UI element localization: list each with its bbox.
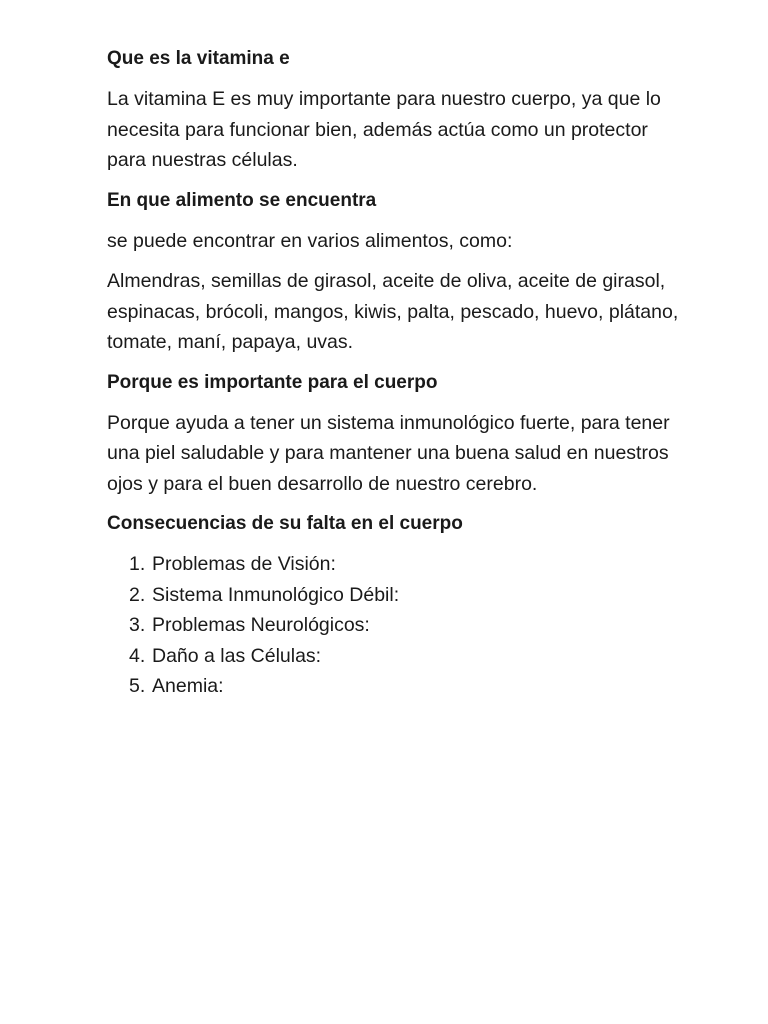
- section-heading: Consecuencias de su falta en el cuerpo: [107, 513, 463, 534]
- section-paragraph: Porque ayuda a tener un sistema inmunológico fuerte, para tener una piel saludable y para mantener una buena salud en nuestros ojos y para el buen desarrollo de nuestro cerebro.: [107, 411, 670, 495]
- list-item-text: Sistema Inmunológico Débil:: [152, 583, 400, 606]
- list-item: [129, 641, 687, 672]
- list-item-text: Anemia:: [152, 675, 224, 697]
- list-item: [129, 610, 687, 641]
- list-item-number: 1.: [129, 553, 146, 575]
- document-page: [107, 44, 687, 702]
- list-item-text: Problemas Neurológicos:: [152, 614, 370, 636]
- list-item-number: 2.: [129, 583, 146, 606]
- section-paragraph: La vitamina E es muy importante para nuestro cuerpo, ya que lo necesita para funcionar bien, además actúa como un protector para nuestras células.: [107, 88, 661, 171]
- list-item-number: 3.: [129, 614, 146, 636]
- list-item: [129, 580, 687, 611]
- list-item-text: Daño a las Células:: [152, 644, 322, 667]
- list-item-number: 5.: [129, 675, 146, 697]
- list-item: [129, 549, 687, 580]
- list-item-text: Problemas de Visión:: [152, 553, 336, 575]
- section-heading: En que alimento se encuentra: [107, 189, 377, 211]
- section-paragraph: Almendras, semillas de girasol, aceite de oliva, aceite de girasol, espinacas, brócoli, mangos, kiwis, palta, pescado, huevo, plátano, tomate, maní, papaya, uvas.: [107, 270, 679, 353]
- section-paragraph: se puede encontrar en varios alimentos, como:: [107, 229, 513, 252]
- list-item: [129, 671, 687, 702]
- list-item-number: 4.: [129, 644, 146, 667]
- section-heading: Que es la vitamina e: [107, 48, 290, 69]
- section-heading: Porque es importante para el cuerpo: [107, 371, 438, 393]
- consequences-list: [107, 549, 687, 702]
